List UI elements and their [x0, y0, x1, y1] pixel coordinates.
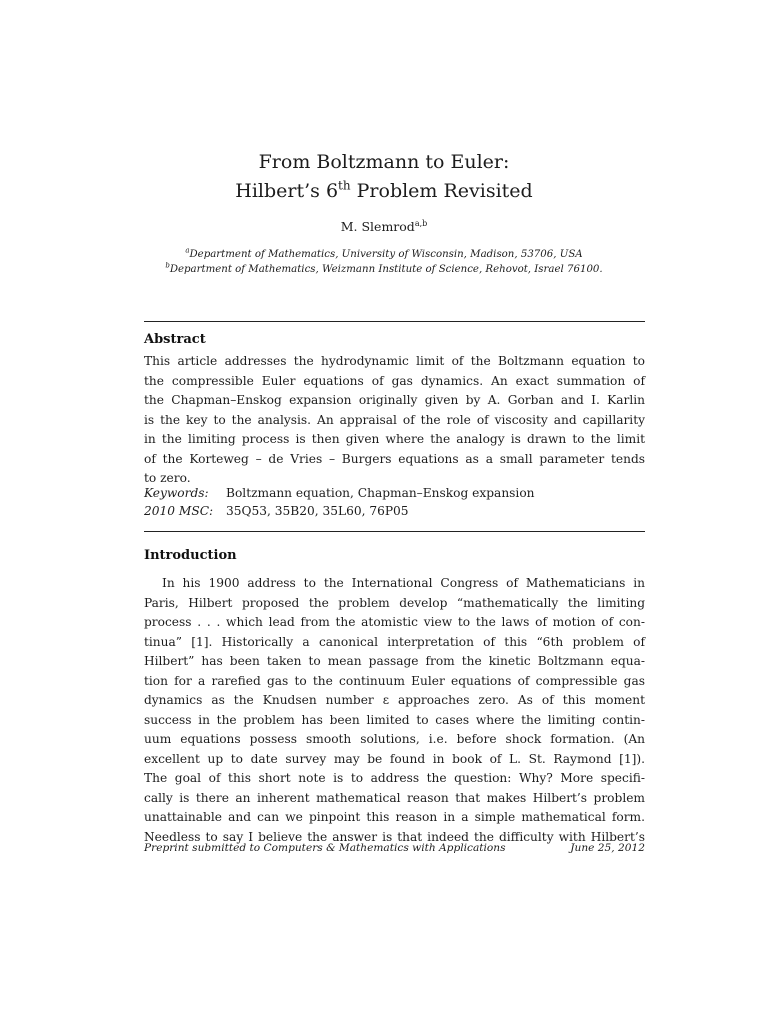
abstract-line: of the Korteweg – de Vries – Burgers equations as a small parameter tends: [144, 451, 645, 466]
introduction-line: tinua” [1]. Historically a canonical interpretation of this “6th problem of: [144, 634, 645, 649]
footer-date: June 25, 2012: [570, 842, 645, 854]
abstract-line: the compressible Euler equations of gas dynamics. An exact summation of: [144, 373, 645, 388]
title-line-2-pre: Hilbert’s 6: [235, 180, 339, 202]
affiliation-b-text: Department of Mathematics, Weizmann Institute of Science, Rehovot, Israel 76100.: [169, 264, 603, 275]
title-line-2: [0, 177, 768, 206]
abstract-top-rule: [144, 321, 645, 322]
abstract-heading: Abstract: [144, 332, 206, 347]
abstract-line: to zero.: [144, 471, 191, 485]
introduction-line: unattainable and can we pinpoint this reason in a simple mathematical form.: [144, 810, 645, 824]
introduction-heading: Introduction: [144, 548, 237, 563]
affiliation-a-mark: a: [185, 246, 190, 255]
keywords-label: Keywords:: [144, 486, 209, 500]
abstract-line: is the key to the analysis. An appraisal of the role of viscosity and capillarity: [144, 412, 645, 427]
title-line-2-post: Problem Revisited: [350, 180, 533, 202]
introduction-line: Hilbert” has been taken to mean passage from the kinetic Boltzmann equa-: [144, 654, 645, 668]
introduction-line: uum equations possess smooth solutions, i.e. before shock formation. (An: [144, 732, 645, 746]
abstract-body: [144, 352, 645, 489]
introduction-body: [144, 574, 645, 847]
introduction-line: The goal of this short note is to address the question: Why? More specifi-: [144, 771, 645, 785]
abstract-line: in the limiting process is then given where the analogy is drawn to the limit: [144, 432, 645, 446]
paper-title: [0, 148, 768, 206]
author-line: [0, 219, 768, 234]
introduction-line: excellent up to date survey may be found in book of L. St. Raymond [1]).: [144, 751, 645, 766]
introduction-line: Paris, Hilbert proposed the problem develop “mathematically the limiting: [144, 595, 645, 610]
footer-preprint-note: Preprint submitted to Computers & Mathematics with Applications: [144, 842, 506, 854]
abstract-line: This article addresses the hydrodynamic limit of the Boltzmann equation to: [144, 354, 645, 368]
abstract-line: the Chapman–Enskog expansion originally given by A. Gorban and I. Karlin: [144, 393, 645, 407]
introduction-line: In his 1900 address to the International Congress of Mathematicians in: [162, 576, 645, 590]
author-affiliation-marks: a,b: [414, 218, 428, 228]
keywords-value: Boltzmann equation, Chapman–Enskog expansion: [226, 486, 535, 500]
introduction-line: process . . . which lead from the atomistic view to the laws of motion of con-: [144, 615, 645, 629]
introduction-line: success in the problem has been limited to cases where the limiting contin-: [144, 712, 645, 727]
msc-value: 35Q53, 35B20, 35L60, 76P05: [226, 504, 409, 518]
author-name: M. Slemrod: [340, 219, 415, 234]
introduction-line: Needless to say I believe the answer is that indeed the difficulty with Hilbert’s: [144, 829, 645, 844]
title-superscript: th: [338, 178, 351, 193]
keywords-line: [144, 484, 535, 504]
introduction-line: tion for a rarefied gas to the continuum Euler equations of compressible gas: [144, 673, 645, 688]
msc-label: 2010 MSC:: [144, 504, 214, 518]
affiliation-a-text: Department of Mathematics, University of Wisconsin, Madison, 53706, USA: [189, 249, 583, 260]
introduction-line: dynamics as the Knudsen number ε approaches zero. As of this moment: [144, 693, 645, 707]
introduction-line: cally is there an inherent mathematical reason that makes Hilbert’s problem: [144, 790, 645, 805]
msc-line: [144, 502, 409, 522]
affiliation-b: [0, 261, 768, 275]
affiliation-b-mark: b: [165, 261, 170, 270]
title-line-1: From Boltzmann to Euler:: [258, 151, 510, 173]
abstract-bottom-rule: [144, 531, 645, 532]
affiliation-a: [0, 246, 768, 260]
